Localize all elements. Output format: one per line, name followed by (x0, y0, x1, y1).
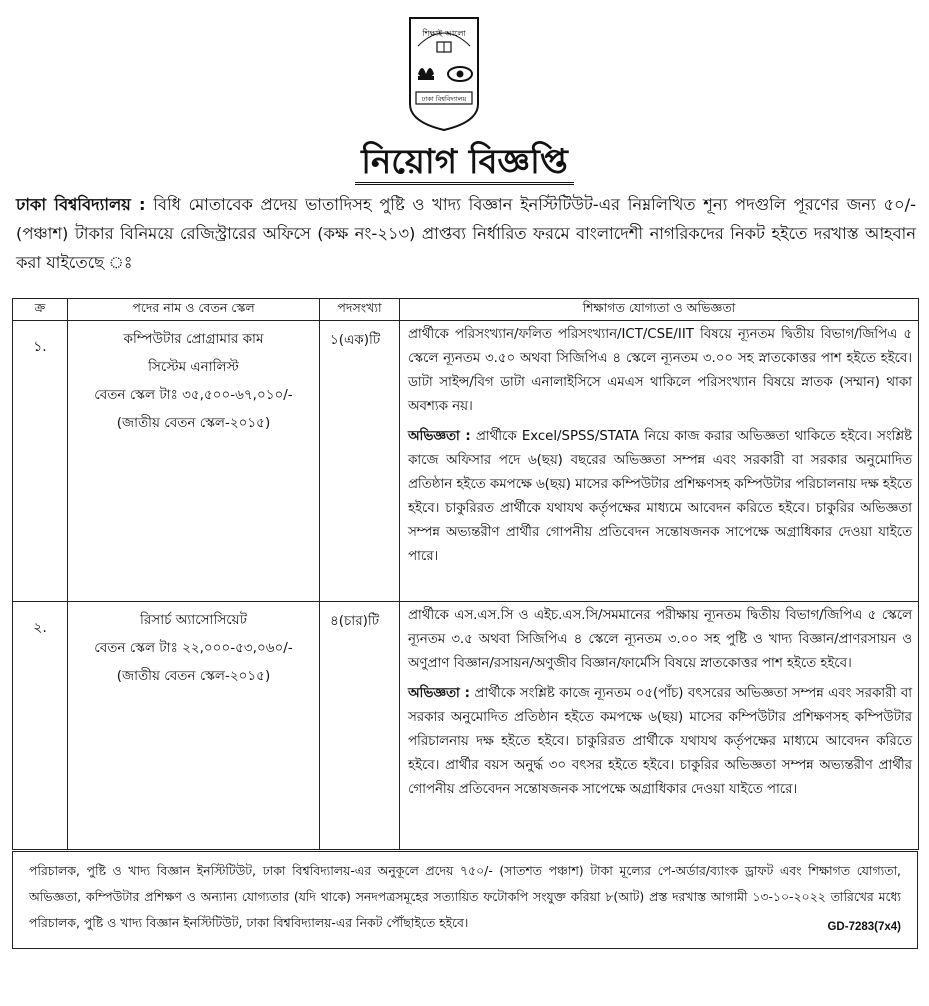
experience-text: প্রার্থীকে সংশ্লিষ্ট কাজে ন্যূনতম ০৫(পাঁচ) বৎসরের অভিজ্ঞতা সম্পন্ন এবং সরকারী বা সরকার অনুমোদিত প্রতিষ্ঠান হইতে কমপক্ষে ৬(ছয়) মাসের কম্পিউটার প্রশিক্ষণসহ কম্পিউটার পরিচালনায় দক্ষ হইতে হইবে। চাকুরিরত প্রার্থীকে যথাযথ কর্তৃপক্ষের মাধ্যমে আবেদন করিতে হইবে। প্রার্থীর বয়স অনুর্দ্ধ ৩০ বৎসর হইতে হইবে। চাকুরির অভিজ্ঞতা সম্পন্ন অভ্যন্তরীণ প্রার্থীর গোপনীয় প্রতিবেদন সন্তোষজনক সাপেক্ষে অগ্রাধিকার দেওয়া যাইতে পারে। (408, 686, 912, 797)
table-header-row (13, 299, 919, 321)
table-row (13, 602, 919, 850)
experience-paragraph (408, 682, 912, 802)
experience-label: অভিজ্ঞতা : (408, 686, 470, 701)
dhaka-university-crest-icon (404, 12, 484, 134)
notice-title-text: নিয়োগ বিজ্ঞপ্তি (355, 142, 574, 185)
instructions-text: পরিচালক, পুষ্টি ও খাদ্য বিজ্ঞান ইনস্টিটিউট, ঢাকা বিশ্ববিদ্যালয়-এর অনুকূলে প্রদেয় ৭৫০/- (সাতশত পঞ্চাশ) টাকা মূল্যের পে-অর্ডার/ব্যাংক ড্রাফট এবং শিক্ষাগত যোগ্যতা, অভিজ্ঞতা, কম্পিউটার প্রশিক্ষণ ও অন্যান্য যোগ্যতার (যদি থাকে) সনদপত্রসমূহের সত্যায়িত ফটোকপি সংযুক্ত করিয়া ৮(আট) প্রস্ত দরখাস্ত আগামী ১৩-১০-২০২২ তারিখের মধ্যে পরিচালক, পুষ্টি ও খাদ্য বিজ্ঞান ইনস্টিটিউট, ঢাকা বিশ্ববিদ্যালয়-এর নিকট পৌঁছাইতে হইবে। (29, 863, 901, 930)
header-serial: ক্র (13, 299, 68, 321)
row-serial: ২. (13, 602, 68, 850)
row-post (68, 602, 320, 850)
post-title-line1: কম্পিউটার প্রোগ্রামার কাম (123, 331, 264, 347)
intro-paragraph (16, 190, 916, 277)
header-post-name: পদের নাম ও বেতন স্কেল (68, 299, 320, 321)
row-post-count: ১(এক)টি (320, 321, 400, 602)
row-post-count: ৪(চার)টি (320, 602, 400, 850)
row-requirements (400, 321, 919, 602)
header-post-count: পদসংখ্যা (320, 299, 400, 321)
experience-text: প্রার্থীকে Excel/SPSS/STATA নিয়ে কাজ করার অভিজ্ঞতা থাকিতে হইবে। সংশ্লিষ্ট কাজে অফিসার পদে ৬(ছয়) বছরের অভিজ্ঞতা সম্পন্ন এবং সরকারী বা সরকার অনুমোদিত প্রতিষ্ঠান হইতে কমপক্ষে ৬(ছয়) মাসের কম্পিউটার প্রশিক্ষণসহ কম্পিউটার পরিচালনায় দক্ষ হইতে হইবে। চাকুরিরত প্রার্থীকে যথাযথ কর্তৃপক্ষের মাধ্যমে আবেদন করিতে হইবে। চাকুরির অভিজ্ঞতা সম্পন্ন অভ্যন্তরীণ প্রার্থীর গোপনীয় প্রতিবেদন সন্তোষজনক সাপেক্ষে অগ্রাধিকার দেওয়া যাইতে পারে। (408, 429, 913, 564)
experience-paragraph (408, 425, 912, 569)
pay-scale: বেতন স্কেল টাঃ ২২,০০০-৫৩,০৬০/- (94, 640, 293, 656)
qualification-text: প্রার্থীকে এস.এস.সি ও এইচ.এস.সি/সমমানের পরীক্ষায় ন্যূনতম দ্বিতীয় বিভাগ/জিপিএ ৫ স্কেলে ন্যূনতম ৩.৫ অথবা সিজিপিএ ৪ স্কেলে ন্যূনতম ৩.০০ সহ পুষ্টি ও খাদ্য বিজ্ঞান/প্রাণরসায়ন ও অণুপ্রাণ বিজ্ঞান/রসায়ন/অণুজীব বিজ্ঞান/ফার্মেসি বিষয়ে স্নাতকোত্তর পাশ হইতে হইবে। (408, 608, 912, 671)
gd-code: GD-7283(7x4) (827, 921, 901, 933)
qualification-text: প্রার্থীকে পরিসংখ্যান/ফলিত পরিসংখ্যান/ICT/CSE/IIT বিষয়ে ন্যূনতম দ্বিতীয় বিভাগ/জিপিএ ৫ স্কেলে ন্যূনতম ৩.৫০ অথবা সিজিপিএ ৪ স্কেলে ন্যূনতম ৩.০০ সহ স্নাতকোত্তর পাশ হইতে হইবে। ডাটা সাইন্স/বিগ ডাটা এনালাইসিসে এমএস থাকিলে পরিসংখ্যান বিষয়ে স্নাতক (সম্মান) থাকা অবশ্যক নয়। (408, 327, 912, 414)
pay-scale: বেতন স্কেল টাঃ ৩৫,৫০০-৬৭,০১০/- (94, 387, 293, 403)
pay-scale-note: (জাতীয় বেতন স্কেল-২০১৫) (116, 668, 271, 684)
row-serial: ১. (13, 321, 68, 602)
crest-arc-text: শিক্ষাই আলো (422, 29, 466, 38)
posts-table (12, 298, 919, 850)
experience-label: অভিজ্ঞতা : (408, 429, 471, 444)
header-qualification: শিক্ষাগত যোগ্যতা ও অভিজ্ঞতা (400, 299, 919, 321)
post-title-line1: রিসার্চ অ্যাসোসিয়েট (140, 612, 247, 628)
intro-lead: ঢাকা বিশ্ববিদ্যালয় : (16, 195, 146, 214)
row-post (68, 321, 320, 602)
intro-text: বিধি মোতাবেক প্রদেয় ভাতাদিসহ পুষ্টি ও খাদ্য বিজ্ঞান ইনস্টিটিউট-এর নিম্নলিখিত শূন্য পদগুলি পূরণের জন্য ৫০/- (পঞ্চাশ) টাকার বিনিময়ে রেজিস্ট্রারের অফিসে (কক্ষ নং-২১৩) প্রাপ্তব্য নির্ধারিত ফরমে বাংলাদেশী নাগরিকদের নিকট হইতে দরখাস্ত আহবান করা যাইতেছে ঃ (16, 195, 917, 272)
row-requirements (400, 602, 919, 850)
application-instructions (12, 851, 918, 949)
post-title-line2: সিস্টেম এনালিস্ট (148, 359, 239, 375)
pay-scale-note: (জাতীয় বেতন স্কেল-২০১৫) (116, 415, 271, 431)
table-row (13, 321, 919, 602)
notice-title (0, 142, 929, 182)
crest-banner-text: ঢাকা বিশ্ববিদ্যালয় (421, 95, 467, 103)
